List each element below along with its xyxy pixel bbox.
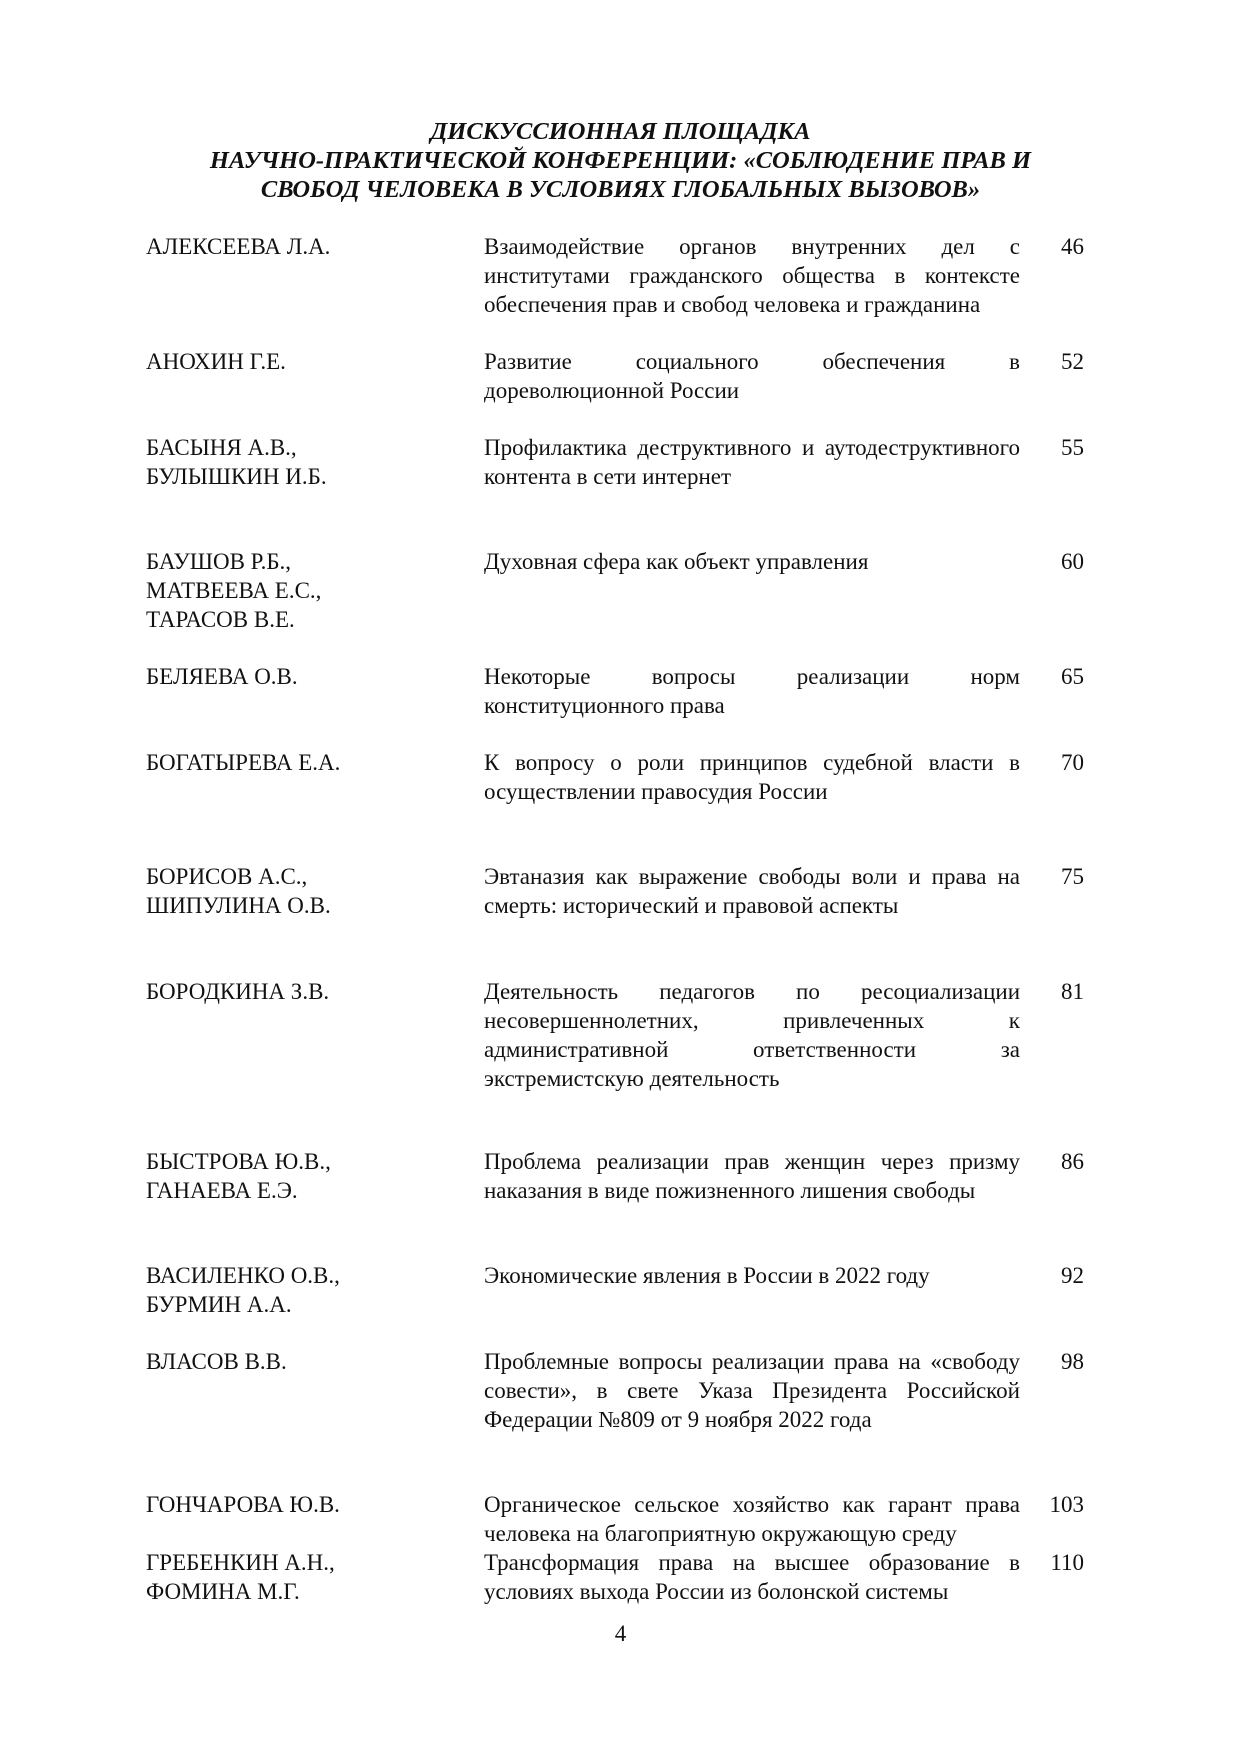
entry-title: Профилактика деструктивного и аутодеструктивного контента в сети интернет xyxy=(484,435,1020,489)
author-name: ФОМИНА М.Г. xyxy=(146,1579,300,1604)
entry-title: Взаимодействие органов внутренних дел с институтами гражданского общества в контексте обеспечения прав и свобод человека и гражданина xyxy=(484,234,1020,317)
entry-page-number: 70 xyxy=(1061,750,1084,775)
author-name: ГАНАЕВА Е.Э. xyxy=(146,1178,298,1203)
author-name: ГОНЧАРОВА Ю.В. xyxy=(146,1492,340,1517)
heading-line: ДИСКУССИОННАЯ ПЛОЩАДКА xyxy=(430,118,811,145)
entry-page-number: 46 xyxy=(1061,234,1084,259)
entry-authors xyxy=(146,1147,466,1205)
author-name: ТАРАСОВ В.Е. xyxy=(146,607,295,632)
author-name: БЕЛЯЕВА О.В. xyxy=(146,664,298,689)
entry-title: Эвтаназия как выражение свободы воли и права на смерть: исторический и правовой аспекты xyxy=(484,864,1020,918)
entry-authors xyxy=(146,1261,466,1319)
entry-title: Органическое сельское хозяйство как гарант права человека на благоприятную окружающую среду xyxy=(484,1492,1020,1546)
entry-page-number: 110 xyxy=(1050,1550,1084,1575)
author-name: БУРМИН А.А. xyxy=(146,1292,292,1317)
entry-title: Деятельность педагогов по ресоциализации несовершеннолетних, привлеченных к административной ответственности за экстремистскую деятельность xyxy=(484,979,1020,1091)
entry-title: Проблема реализации прав женщин через призму наказания в виде пожизненного лишения свободы xyxy=(484,1149,1020,1203)
entry-page-number: 65 xyxy=(1061,664,1084,689)
entry-title: Проблемные вопросы реализации права на «свободу совести», в свете Указа Президента Российской Федерации №809 от 9 ноября 2022 года xyxy=(484,1349,1020,1432)
author-name: ГРЕБЕНКИН А.Н., xyxy=(146,1550,335,1575)
author-name: ВАСИЛЕНКО О.В., xyxy=(146,1263,340,1288)
entry-authors xyxy=(146,347,466,376)
entry-title: Развитие социального обеспечения в дореволюционной России xyxy=(484,349,1020,403)
author-name: МАТВЕЕВА Е.С., xyxy=(146,578,322,603)
entry-authors xyxy=(146,1490,466,1519)
entry-authors xyxy=(146,748,466,777)
entry-title: К вопросу о роли принципов судебной власти в осуществлении правосудия России xyxy=(484,750,1020,804)
entry-page-number: 55 xyxy=(1061,435,1084,460)
heading-line: НАУЧНО-ПРАКТИЧЕСКОЙ КОНФЕРЕНЦИИ: «СОБЛЮДЕНИЕ ПРАВ И xyxy=(209,147,1032,174)
entry-page-number: 92 xyxy=(1061,1263,1084,1288)
entry-title: Духовная сфера как объект управления xyxy=(484,549,869,574)
author-name: БЫСТРОВА Ю.В., xyxy=(146,1149,331,1174)
author-name: БОРИСОВ А.С., xyxy=(146,864,308,889)
author-name: ВЛАСОВ В.В. xyxy=(146,1349,287,1374)
entry-page-number: 52 xyxy=(1061,349,1084,374)
author-name: БУЛЫШКИН И.Б. xyxy=(146,464,327,489)
entry-authors xyxy=(146,662,466,691)
author-name: БАУШОВ Р.Б., xyxy=(146,549,292,574)
entry-authors xyxy=(146,1347,466,1376)
author-name: АЛЕКСЕЕВА Л.А. xyxy=(146,234,331,259)
entry-authors xyxy=(146,1548,466,1606)
entry-authors xyxy=(146,232,466,261)
entry-authors xyxy=(146,977,466,1006)
entry-page-number: 60 xyxy=(1061,549,1084,574)
author-name: БАСЫНЯ А.В., xyxy=(146,435,297,460)
entry-title: Трансформация права на высшее образование в условиях выхода России из болонской системы xyxy=(484,1550,1020,1604)
entry-authors xyxy=(146,862,466,920)
page-number: 4 xyxy=(614,1621,627,1646)
author-name: АНОХИН Г.Е. xyxy=(146,349,286,374)
entry-title: Некоторые вопросы реализации норм конституционного права xyxy=(484,664,1020,718)
author-name: ШИПУЛИНА О.В. xyxy=(146,893,331,918)
entry-page-number: 98 xyxy=(1061,1349,1084,1374)
entry-page-number: 75 xyxy=(1061,864,1084,889)
entry-page-number: 103 xyxy=(1049,1492,1084,1517)
entry-title: Экономические явления в России в 2022 году xyxy=(484,1263,930,1288)
author-name: БОГАТЫРЕВА Е.А. xyxy=(146,750,341,775)
heading-line: СВОБОД ЧЕЛОВЕКА В УСЛОВИЯХ ГЛОБАЛЬНЫХ ВЫЗОВОВ» xyxy=(260,176,981,203)
entry-page-number: 81 xyxy=(1061,979,1084,1004)
author-name: БОРОДКИНА З.В. xyxy=(146,979,330,1004)
entry-authors xyxy=(146,433,466,491)
entry-authors xyxy=(146,547,466,634)
entry-page-number: 86 xyxy=(1061,1149,1084,1174)
